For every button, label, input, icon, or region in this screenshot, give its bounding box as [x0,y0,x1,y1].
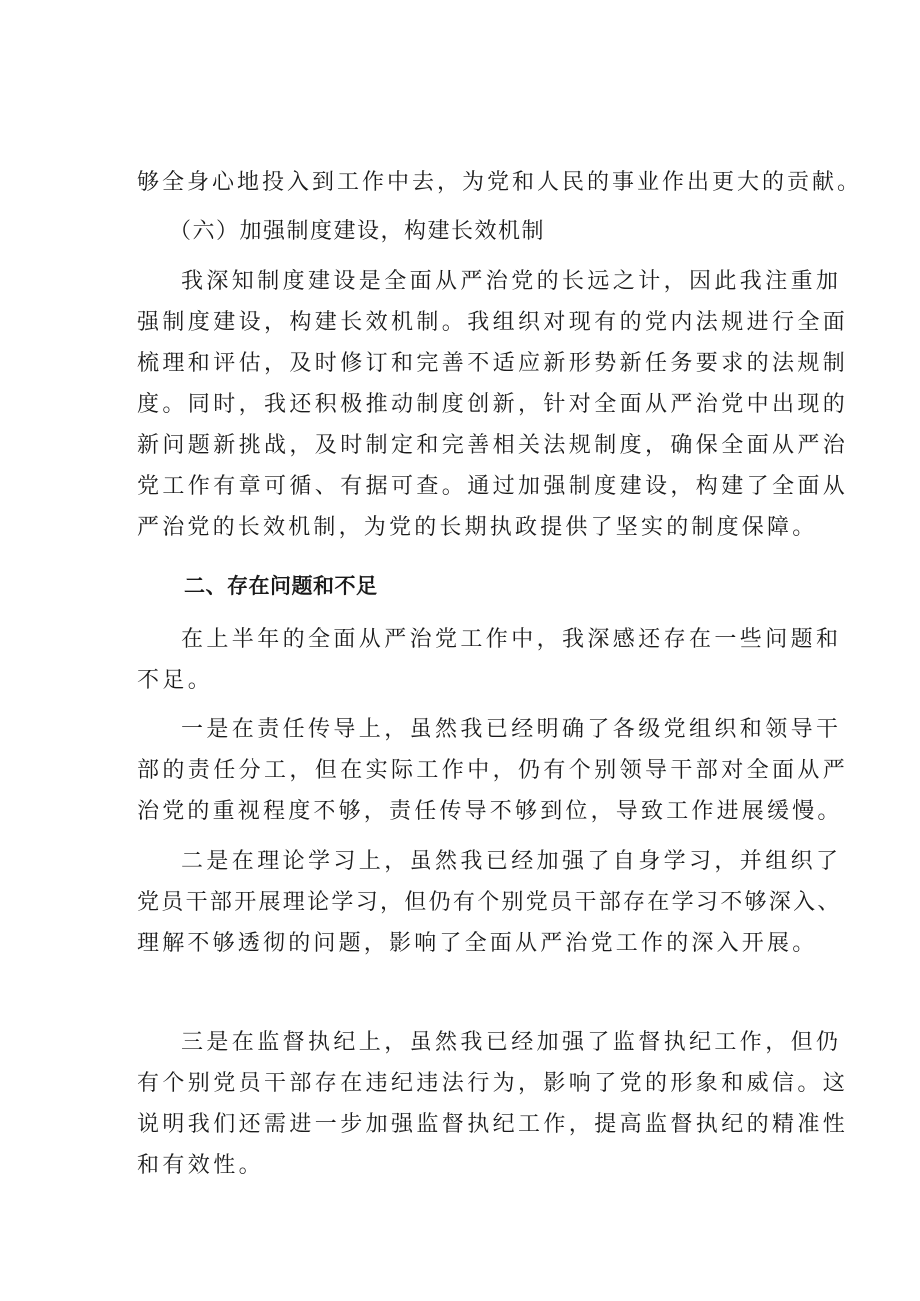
paragraph-line: 治党的重视程度不够，责任传导不够到位，导致工作进展缓慢。 [137,799,843,824]
paragraph-line: 部的责任分工，但在实际工作中，仍有个别领导干部对全面从严 [137,758,849,783]
paragraph-line: 严治党的长效机制，为党的长期执政提供了坚实的制度保障。 [137,515,818,540]
paragraph-line: 在上半年的全面从严治党工作中，我深感还存在一些问题和 [181,627,842,652]
chapter-heading: 二、存在问题和不足 [184,574,378,598]
paragraph-line: 够全身心地投入到工作中去，为党和人民的事业作出更大的贡献。 [137,170,863,195]
paragraph-line: 新问题新挑战，及时制定和完善相关法规制度，确保全面从严治 [137,433,849,458]
paragraph-line: 一是在责任传导上，虽然我已经明确了各级党组织和领导干 [181,717,842,742]
paragraph-line: 说明我们还需进一步加强监督执纪工作，提高监督执纪的精准性 [137,1112,849,1137]
section-heading: （六）加强制度建设，构建长效机制 [169,219,546,244]
paragraph-line: 党工作有章可循、有据可查。通过加强制度建设，构建了全面从 [137,474,849,499]
paragraph-line: 不足。 [137,668,214,693]
paragraph-line: 度。同时，我还积极推动制度创新，针对全面从严治党中出现的 [137,392,849,417]
paragraph-line: 二是在理论学习上，虽然我已经加强了自身学习，并组织了 [181,849,842,874]
paragraph-line: 三是在监督执纪上，虽然我已经加强了监督执纪工作，但仍 [181,1030,842,1055]
paragraph-line: 我深知制度建设是全面从严治党的长远之计，因此我注重加 [181,269,842,294]
paragraph-line: 和有效性。 [137,1153,265,1178]
paragraph-line: 有个别党员干部存在违纪违法行为，影响了党的形象和威信。这 [137,1071,849,1096]
paragraph-line: 强制度建设，构建长效机制。我组织对现有的党内法规进行全面 [137,310,849,335]
paragraph-line: 理解不够透彻的问题，影响了全面从严治党工作的深入开展。 [137,931,818,956]
paragraph-line: 党员干部开展理论学习，但仍有个别党员干部存在学习不够深入、 [137,890,842,915]
paragraph-line: 梳理和评估，及时修订和完善不适应新形势新任务要求的法规制 [137,351,849,376]
